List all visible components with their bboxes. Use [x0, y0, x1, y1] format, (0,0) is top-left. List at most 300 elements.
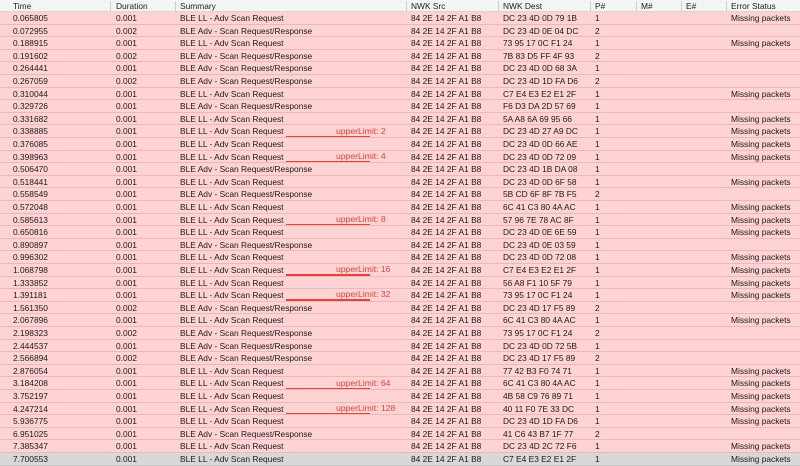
- table-row[interactable]: [0, 352, 800, 365]
- cell-duration: 0.001: [116, 378, 137, 389]
- cell-p: 1: [595, 113, 600, 124]
- cell-summary: BLE LL - Adv Scan Request: [180, 252, 284, 263]
- cell-p: 1: [595, 227, 600, 238]
- cell-nwk-dest: 6C 41 C3 80 4A AC: [503, 202, 576, 212]
- cell-duration: 0.001: [116, 315, 137, 326]
- annotation-underline: [286, 388, 370, 390]
- annotation-label: upperLimit: 4: [336, 150, 386, 161]
- cell-nwk-src: 84 2E 14 2F A1 B8: [411, 139, 482, 149]
- table-row[interactable]: [0, 151, 800, 164]
- cell-error-status: Missing packets: [731, 365, 791, 376]
- cell-summary: BLE LL - Adv Scan Request: [180, 176, 284, 187]
- cell-summary: BLE Adv - Scan Request/Response: [180, 302, 313, 313]
- cell-nwk-dest: 40 11 F0 7E 33 DC: [503, 403, 575, 414]
- cell-time: 1.068798: [13, 265, 48, 275]
- cell-time: 0.191602: [13, 50, 48, 61]
- annotation-label: upperLimit: 16: [336, 264, 391, 275]
- cell-nwk-src: 84 2E 14 2F A1 B8: [411, 290, 482, 301]
- annotation-underline: [286, 274, 370, 276]
- cell-nwk-src: 84 2E 14 2F A1 B8: [411, 13, 482, 23]
- cell-time: 0.065805: [13, 13, 48, 23]
- column-header-m[interactable]: M#: [641, 1, 653, 11]
- cell-nwk-dest: DC 23 4D 1D FA D6: [503, 416, 578, 427]
- cell-nwk-src: 84 2E 14 2F A1 B8: [411, 353, 482, 364]
- cell-summary: BLE Adv - Scan Request/Response: [180, 50, 313, 61]
- cell-p: 1: [595, 265, 600, 275]
- annotation-underline: [286, 299, 370, 301]
- cell-time: 2.444537: [13, 340, 48, 351]
- cell-time: 1.561350: [13, 302, 48, 313]
- cell-error-status: Missing packets: [731, 252, 791, 263]
- table-row[interactable]: [0, 440, 800, 453]
- table-row[interactable]: [0, 390, 800, 403]
- cell-time: 0.267059: [13, 76, 48, 86]
- table-row[interactable]: [0, 50, 800, 63]
- cell-nwk-src: 84 2E 14 2F A1 B8: [411, 365, 482, 376]
- column-divider[interactable]: [175, 1, 176, 11]
- cell-nwk-dest: 6C 41 C3 80 4A AC: [503, 315, 576, 326]
- cell-p: 2: [595, 25, 600, 36]
- table-row[interactable]: [0, 403, 800, 416]
- column-divider[interactable]: [110, 1, 111, 11]
- column-header-time[interactable]: Time: [13, 1, 32, 11]
- annotation-label: upperLimit: 128: [336, 402, 396, 413]
- cell-nwk-src: 84 2E 14 2F A1 B8: [411, 164, 482, 175]
- cell-time: 7.700553: [13, 454, 48, 464]
- cell-duration: 0.001: [116, 428, 137, 439]
- cell-p: 1: [595, 290, 600, 301]
- table-row[interactable]: [0, 239, 800, 252]
- cell-p: 1: [595, 365, 600, 376]
- cell-error-status: Missing packets: [731, 227, 791, 238]
- cell-nwk-src: 84 2E 14 2F A1 B8: [411, 227, 482, 238]
- cell-nwk-src: 84 2E 14 2F A1 B8: [411, 252, 482, 263]
- cell-p: 1: [595, 176, 600, 187]
- cell-summary: BLE Adv - Scan Request/Response: [180, 164, 313, 175]
- cell-time: 6.951025: [13, 428, 48, 439]
- cell-nwk-src: 84 2E 14 2F A1 B8: [411, 176, 482, 187]
- column-divider[interactable]: [681, 1, 682, 11]
- cell-error-status: Missing packets: [731, 403, 791, 414]
- column-header-duration[interactable]: Duration: [116, 1, 148, 11]
- table-row[interactable]: [0, 113, 800, 126]
- cell-nwk-src: 84 2E 14 2F A1 B8: [411, 340, 482, 351]
- cell-nwk-src: 84 2E 14 2F A1 B8: [411, 328, 482, 338]
- cell-p: 1: [595, 277, 600, 288]
- cell-p: 1: [595, 126, 600, 137]
- cell-nwk-src: 84 2E 14 2F A1 B8: [411, 441, 482, 452]
- column-divider[interactable]: [590, 1, 591, 11]
- cell-p: 1: [595, 391, 600, 401]
- cell-duration: 0.001: [116, 365, 137, 376]
- cell-time: 0.398963: [13, 151, 48, 162]
- cell-nwk-dest: 5A A8 6A 69 95 66: [503, 113, 572, 124]
- cell-p: 1: [595, 139, 600, 149]
- cell-duration: 0.001: [116, 63, 137, 74]
- cell-summary: BLE LL - Adv Scan Request: [180, 265, 284, 275]
- table-row[interactable]: [0, 377, 800, 390]
- cell-summary: BLE Adv - Scan Request/Response: [180, 25, 313, 36]
- cell-duration: 0.001: [116, 454, 137, 464]
- cell-duration: 0.002: [116, 76, 137, 86]
- cell-duration: 0.001: [116, 13, 137, 23]
- cell-nwk-src: 84 2E 14 2F A1 B8: [411, 113, 482, 124]
- cell-p: 1: [595, 202, 600, 212]
- cell-summary: BLE Adv - Scan Request/Response: [180, 428, 313, 439]
- cell-nwk-dest: DC 23 4D 0D 66 AE: [503, 139, 578, 149]
- cell-summary: BLE Adv - Scan Request/Response: [180, 76, 313, 86]
- cell-nwk-src: 84 2E 14 2F A1 B8: [411, 88, 482, 99]
- table-row[interactable]: [0, 62, 800, 75]
- cell-nwk-src: 84 2E 14 2F A1 B8: [411, 315, 482, 326]
- cell-nwk-src: 84 2E 14 2F A1 B8: [411, 189, 482, 200]
- table-row[interactable]: [0, 428, 800, 441]
- cell-duration: 0.001: [116, 113, 137, 124]
- table-row[interactable]: [0, 100, 800, 113]
- cell-nwk-src: 84 2E 14 2F A1 B8: [411, 214, 482, 225]
- cell-duration: 0.001: [116, 151, 137, 162]
- table-row[interactable]: [0, 251, 800, 264]
- cell-nwk-dest: C7 E4 E3 E2 E1 2F: [503, 265, 577, 275]
- table-row[interactable]: [0, 264, 800, 277]
- cell-nwk-dest: DC 23 4D 1B DA 08: [503, 164, 578, 175]
- column-header-summary[interactable]: Summary: [180, 1, 216, 11]
- cell-time: 2.566894: [13, 353, 48, 364]
- cell-summary: BLE Adv - Scan Request/Response: [180, 353, 313, 364]
- cell-nwk-dest: DC 23 4D 17 F5 89: [503, 353, 576, 364]
- cell-nwk-dest: DC 23 4D 0D 68 3A: [503, 63, 578, 74]
- cell-time: 2.067896: [13, 315, 48, 326]
- cell-time: 0.329726: [13, 101, 48, 112]
- cell-summary: BLE LL - Adv Scan Request: [180, 202, 284, 212]
- cell-nwk-dest: 57 96 7E 78 AC 8F: [503, 214, 574, 225]
- cell-error-status: Missing packets: [731, 265, 791, 275]
- cell-nwk-dest: DC 23 4D 0D 72 09: [503, 151, 577, 162]
- cell-duration: 0.001: [116, 139, 137, 149]
- cell-time: 0.310044: [13, 88, 48, 99]
- cell-nwk-dest: 77 42 B3 F0 74 71: [503, 365, 572, 376]
- cell-error-status: Missing packets: [731, 416, 791, 427]
- cell-time: 0.996302: [13, 252, 48, 263]
- cell-summary: BLE LL - Adv Scan Request: [180, 38, 284, 49]
- cell-p: 1: [595, 63, 600, 74]
- cell-error-status: Missing packets: [731, 38, 791, 49]
- cell-error-status: Missing packets: [731, 126, 791, 137]
- cell-duration: 0.001: [116, 176, 137, 187]
- cell-time: 2.876054: [13, 365, 48, 376]
- cell-summary: BLE LL - Adv Scan Request: [180, 151, 284, 162]
- annotation-underline: [286, 413, 370, 415]
- cell-nwk-dest: DC 23 4D 1D FA D6: [503, 76, 578, 86]
- cell-summary: BLE LL - Adv Scan Request: [180, 126, 284, 137]
- cell-time: 0.338885: [13, 126, 48, 137]
- cell-time: 0.585613: [13, 214, 48, 225]
- table-row[interactable]: [0, 201, 800, 214]
- cell-duration: 0.001: [116, 340, 137, 351]
- table-row[interactable]: [0, 302, 800, 315]
- cell-nwk-dest: 41 C6 43 B7 1F 77: [503, 428, 574, 439]
- annotation-underline: [286, 161, 370, 163]
- cell-time: 0.376085: [13, 139, 48, 149]
- cell-error-status: Missing packets: [731, 176, 791, 187]
- cell-p: 2: [595, 302, 600, 313]
- cell-error-status: Missing packets: [731, 139, 791, 149]
- cell-time: 0.890897: [13, 239, 48, 250]
- cell-summary: BLE LL - Adv Scan Request: [180, 403, 284, 414]
- table-row[interactable]: [0, 176, 800, 189]
- cell-nwk-src: 84 2E 14 2F A1 B8: [411, 378, 482, 389]
- cell-nwk-dest: DC 23 4D 17 F5 89: [503, 302, 576, 313]
- table-row[interactable]: [0, 25, 800, 38]
- cell-duration: 0.001: [116, 214, 137, 225]
- cell-time: 0.188915: [13, 38, 48, 49]
- cell-nwk-dest: 56 A8 F1 10 5F 79: [503, 277, 572, 288]
- cell-summary: BLE LL - Adv Scan Request: [180, 139, 284, 149]
- table-row[interactable]: [0, 277, 800, 290]
- cell-nwk-dest: 4B 58 C9 76 89 71: [503, 391, 573, 401]
- table-row[interactable]: [0, 12, 800, 25]
- cell-nwk-src: 84 2E 14 2F A1 B8: [411, 428, 482, 439]
- cell-p: 2: [595, 428, 600, 439]
- cell-summary: BLE Adv - Scan Request/Response: [180, 63, 313, 74]
- cell-duration: 0.001: [116, 441, 137, 452]
- cell-summary: BLE Adv - Scan Request/Response: [180, 101, 313, 112]
- cell-duration: 0.001: [116, 391, 137, 401]
- cell-summary: BLE Adv - Scan Request/Response: [180, 239, 313, 250]
- cell-nwk-src: 84 2E 14 2F A1 B8: [411, 416, 482, 427]
- cell-p: 1: [595, 315, 600, 326]
- cell-duration: 0.001: [116, 101, 137, 112]
- cell-duration: 0.001: [116, 265, 137, 275]
- cell-duration: 0.001: [116, 88, 137, 99]
- cell-error-status: Missing packets: [731, 202, 791, 212]
- cell-error-status: Missing packets: [731, 13, 791, 23]
- cell-p: 1: [595, 38, 600, 49]
- cell-error-status: Missing packets: [731, 378, 791, 389]
- column-header-nwk-dest[interactable]: NWK Dest: [503, 1, 543, 11]
- cell-p: 1: [595, 416, 600, 427]
- cell-time: 0.572048: [13, 202, 48, 212]
- cell-summary: BLE LL - Adv Scan Request: [180, 416, 284, 427]
- cell-p: 2: [595, 50, 600, 61]
- cell-duration: 0.001: [116, 403, 137, 414]
- cell-summary: BLE LL - Adv Scan Request: [180, 315, 284, 326]
- cell-duration: 0.001: [116, 239, 137, 250]
- table-row[interactable]: [0, 340, 800, 353]
- cell-p: 1: [595, 239, 600, 250]
- cell-nwk-src: 84 2E 14 2F A1 B8: [411, 277, 482, 288]
- annotation-underline: [286, 224, 370, 226]
- cell-error-status: Missing packets: [731, 391, 791, 401]
- cell-p: 1: [595, 88, 600, 99]
- cell-nwk-dest: 5B CD 6F 8F 7B F5: [503, 189, 577, 200]
- cell-duration: 0.002: [116, 302, 137, 313]
- table-row[interactable]: [0, 125, 800, 138]
- annotation-label: upperLimit: 2: [336, 125, 386, 136]
- table-row[interactable]: [0, 365, 800, 378]
- column-divider[interactable]: [406, 1, 407, 11]
- cell-nwk-dest: 7B 83 D5 FF 4F 93: [503, 50, 575, 61]
- cell-duration: 0.001: [116, 189, 137, 200]
- cell-nwk-dest: 73 95 17 0C F1 24: [503, 290, 573, 301]
- cell-time: 0.264441: [13, 63, 48, 74]
- cell-nwk-src: 84 2E 14 2F A1 B8: [411, 454, 482, 464]
- cell-nwk-src: 84 2E 14 2F A1 B8: [411, 265, 482, 275]
- cell-time: 0.331682: [13, 113, 48, 124]
- cell-duration: 0.001: [116, 277, 137, 288]
- cell-nwk-src: 84 2E 14 2F A1 B8: [411, 202, 482, 212]
- cell-duration: 0.001: [116, 416, 137, 427]
- cell-p: 2: [595, 353, 600, 364]
- cell-time: 0.558549: [13, 189, 48, 200]
- cell-summary: BLE LL - Adv Scan Request: [180, 378, 284, 389]
- cell-nwk-dest: C7 E4 E3 E2 E1 2F: [503, 454, 577, 464]
- cell-nwk-dest: DC 23 4D 0D 79 1B: [503, 13, 578, 23]
- column-divider[interactable]: [726, 1, 727, 11]
- cell-error-status: Missing packets: [731, 88, 791, 99]
- cell-nwk-dest: DC 23 4D 0E 03 59: [503, 239, 576, 250]
- column-header-p[interactable]: P#: [595, 1, 606, 11]
- cell-duration: 0.001: [116, 38, 137, 49]
- cell-nwk-src: 84 2E 14 2F A1 B8: [411, 151, 482, 162]
- cell-nwk-dest: 73 95 17 0C F1 24: [503, 38, 573, 49]
- table-row[interactable]: [0, 289, 800, 302]
- cell-nwk-src: 84 2E 14 2F A1 B8: [411, 302, 482, 313]
- cell-nwk-dest: DC 23 4D 0D 72 08: [503, 252, 577, 263]
- column-header-error-status[interactable]: Error Status: [731, 1, 776, 11]
- annotation-underline: [286, 136, 370, 138]
- cell-time: 3.752197: [13, 391, 48, 401]
- table-row[interactable]: [0, 88, 800, 101]
- table-row[interactable]: [0, 163, 800, 176]
- cell-time: 4.247214: [13, 403, 48, 414]
- column-divider[interactable]: [636, 1, 637, 11]
- cell-duration: 0.001: [116, 126, 137, 137]
- cell-summary: BLE LL - Adv Scan Request: [180, 441, 284, 452]
- cell-time: 5.936775: [13, 416, 48, 427]
- annotation-label: upperLimit: 32: [336, 289, 391, 300]
- cell-duration: 0.001: [116, 164, 137, 175]
- cell-p: 1: [595, 454, 600, 464]
- cell-nwk-src: 84 2E 14 2F A1 B8: [411, 403, 482, 414]
- cell-nwk-src: 84 2E 14 2F A1 B8: [411, 63, 482, 74]
- cell-duration: 0.002: [116, 328, 137, 338]
- table-row[interactable]: [0, 453, 800, 466]
- cell-error-status: Missing packets: [731, 113, 791, 124]
- cell-error-status: Missing packets: [731, 151, 791, 162]
- cell-nwk-dest: DC 23 4D 0D 72 5B: [503, 340, 578, 351]
- cell-nwk-dest: 73 95 17 0C F1 24: [503, 328, 573, 338]
- cell-nwk-src: 84 2E 14 2F A1 B8: [411, 126, 482, 137]
- cell-time: 0.518441: [13, 176, 48, 187]
- cell-duration: 0.002: [116, 353, 137, 364]
- cell-p: 2: [595, 76, 600, 86]
- cell-nwk-dest: DC 23 4D 0D 6F 58: [503, 176, 577, 187]
- table-row[interactable]: [0, 138, 800, 151]
- cell-summary: BLE LL - Adv Scan Request: [180, 13, 284, 23]
- table-row[interactable]: [0, 327, 800, 340]
- cell-p: 1: [595, 214, 600, 225]
- cell-p: 1: [595, 403, 600, 414]
- cell-duration: 0.001: [116, 252, 137, 263]
- cell-summary: BLE LL - Adv Scan Request: [180, 290, 284, 301]
- cell-nwk-src: 84 2E 14 2F A1 B8: [411, 50, 482, 61]
- cell-time: 1.391181: [13, 290, 48, 301]
- cell-summary: BLE Adv - Scan Request/Response: [180, 328, 313, 338]
- table-row[interactable]: [0, 188, 800, 201]
- table-header: [0, 0, 800, 12]
- cell-nwk-dest: DC 23 4D 2C 72 F6: [503, 441, 577, 452]
- cell-time: 1.333852: [13, 277, 48, 288]
- column-header-nwk-src[interactable]: NWK Src: [411, 1, 446, 11]
- cell-nwk-src: 84 2E 14 2F A1 B8: [411, 38, 482, 49]
- cell-p: 1: [595, 13, 600, 23]
- table-row[interactable]: [0, 415, 800, 428]
- cell-nwk-dest: F6 D3 DA 2D 57 69: [503, 101, 576, 112]
- cell-summary: BLE LL - Adv Scan Request: [180, 214, 284, 225]
- cell-p: 2: [595, 328, 600, 338]
- cell-summary: BLE LL - Adv Scan Request: [180, 365, 284, 376]
- cell-error-status: Missing packets: [731, 277, 791, 288]
- cell-p: 1: [595, 340, 600, 351]
- cell-nwk-src: 84 2E 14 2F A1 B8: [411, 239, 482, 250]
- cell-summary: BLE LL - Adv Scan Request: [180, 113, 284, 124]
- cell-time: 2.198323: [13, 328, 48, 338]
- cell-nwk-dest: 6C 41 C3 80 4A AC: [503, 378, 576, 389]
- cell-duration: 0.001: [116, 290, 137, 301]
- cell-error-status: Missing packets: [731, 315, 791, 326]
- cell-error-status: Missing packets: [731, 290, 791, 301]
- cell-duration: 0.002: [116, 50, 137, 61]
- cell-duration: 0.001: [116, 227, 137, 238]
- cell-nwk-src: 84 2E 14 2F A1 B8: [411, 25, 482, 36]
- cell-time: 0.072955: [13, 25, 48, 36]
- cell-summary: BLE LL - Adv Scan Request: [180, 88, 284, 99]
- cell-nwk-src: 84 2E 14 2F A1 B8: [411, 101, 482, 112]
- cell-p: 1: [595, 378, 600, 389]
- cell-error-status: Missing packets: [731, 214, 791, 225]
- cell-nwk-src: 84 2E 14 2F A1 B8: [411, 391, 482, 401]
- cell-nwk-dest: DC 23 4D 0E 04 DC: [503, 25, 579, 36]
- table-row[interactable]: [0, 75, 800, 88]
- cell-p: 1: [595, 441, 600, 452]
- column-divider[interactable]: [498, 1, 499, 11]
- cell-time: 0.650816: [13, 227, 48, 238]
- column-header-e[interactable]: E#: [686, 1, 697, 11]
- cell-nwk-dest: DC 23 4D 0E 6E 59: [503, 227, 577, 238]
- cell-duration: 0.002: [116, 25, 137, 36]
- cell-time: 7.385347: [13, 441, 48, 452]
- cell-nwk-src: 84 2E 14 2F A1 B8: [411, 76, 482, 86]
- cell-summary: BLE Adv - Scan Request/Response: [180, 189, 313, 200]
- cell-time: 3.184208: [13, 378, 48, 389]
- cell-p: 1: [595, 101, 600, 112]
- cell-p: 1: [595, 164, 600, 175]
- table-row[interactable]: [0, 226, 800, 239]
- cell-p: 1: [595, 252, 600, 263]
- cell-summary: BLE LL - Adv Scan Request: [180, 277, 284, 288]
- cell-summary: BLE LL - Adv Scan Request: [180, 227, 284, 238]
- cell-duration: 0.001: [116, 202, 137, 212]
- cell-p: 1: [595, 151, 600, 162]
- table-row[interactable]: [0, 314, 800, 327]
- cell-summary: BLE Adv - Scan Request/Response: [180, 340, 313, 351]
- cell-nwk-dest: C7 E4 E3 E2 E1 2F: [503, 88, 577, 99]
- table-row[interactable]: [0, 37, 800, 50]
- cell-p: 2: [595, 189, 600, 200]
- cell-error-status: Missing packets: [731, 454, 791, 464]
- table-row[interactable]: [0, 214, 800, 227]
